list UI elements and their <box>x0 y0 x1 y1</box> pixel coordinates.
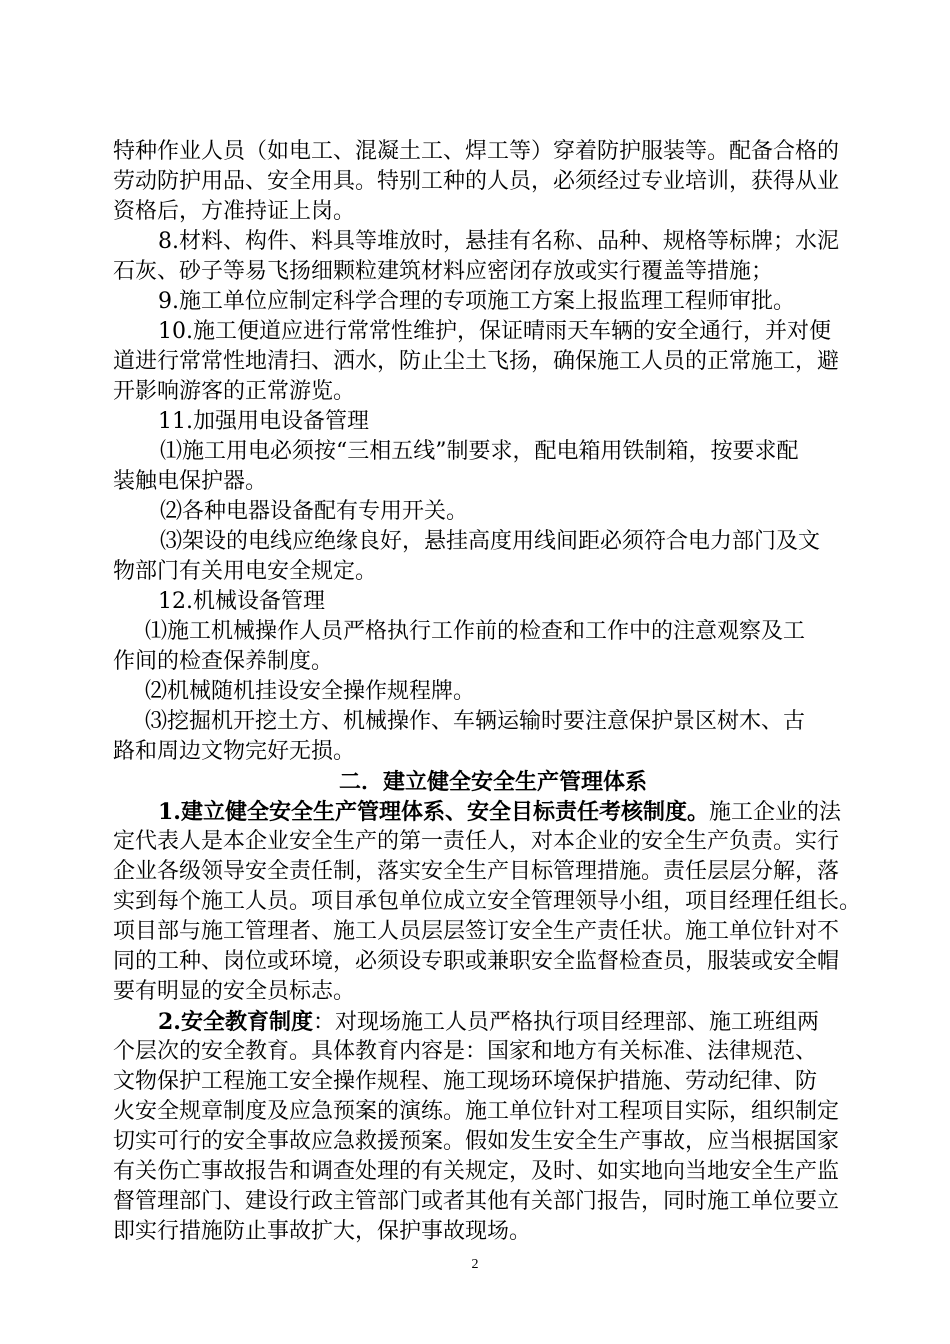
text-line: 物部门有关用电安全规定。 <box>113 559 378 584</box>
text-line: 文物保护工程施工安全操作规程、施工现场环境保护措施、劳动纪律、防 <box>113 1069 818 1094</box>
text-line: 9.施工单位应制定科学合理的专项施工方案上报监理工程师审批。 <box>158 289 795 314</box>
text-line: 即实行措施防止事故扩大，保护事故现场。 <box>113 1219 532 1244</box>
text-line: 切实可行的安全事故应急救援预案。假如发生安全生产事故，应当根据国家 <box>113 1129 840 1154</box>
text-line: 11.加强用电设备管理 <box>158 409 369 434</box>
paragraph-2-first-line <box>158 1007 918 1038</box>
text-line: 石灰、砂子等易飞扬细颗粒建筑材料应密闭存放或实行覆盖等措施； <box>113 259 774 284</box>
text-line: 开影响游客的正常游览。 <box>113 379 356 404</box>
text-line: ⑴施工机械操作人员严格执行工作前的检查和工作中的注意观察及工 <box>145 619 806 644</box>
text-line: 要有明显的安全员标志。 <box>113 979 356 1004</box>
text-line: 项目部与施工管理者、施工人员层层签订安全生产责任状。施工单位针对不 <box>113 919 840 944</box>
text-line: 个层次的安全教育。具体教育内容是：国家和地方有关标准、法律规范、 <box>113 1039 818 1064</box>
text-line: 督管理部门、建设行政主管部门或者其他有关部门报告，同时施工单位要立 <box>113 1189 840 1214</box>
text-line: ⑴施工用电必须按“三相五线”制要求，配电箱用铁制箱，按要求配 <box>160 439 799 464</box>
paragraph-1-first-line <box>158 797 918 828</box>
text-line: 12.机械设备管理 <box>158 589 325 614</box>
text-line: 道进行常常性地清扫、洒水，防止尘土飞扬，确保施工人员的正常施工，避 <box>113 349 840 374</box>
text-line: 劳动防护用品、安全用具。特别工种的人员，必须经过专业培训，获得从业 <box>113 169 840 194</box>
paragraph-2-first-rest: ：对现场施工人员严格执行项目经理部、施工班组两 <box>312 1010 819 1035</box>
text-line: 同的工种、岗位或环境，必须设专职或兼职安全监督检查员，服装或安全帽 <box>113 949 840 974</box>
section-title: 二．建立健全安全生产管理体系 <box>338 769 647 795</box>
text-line: 8.材料、构件、料具等堆放时，悬挂有名称、品种、规格等标牌；水泥 <box>158 229 839 254</box>
paragraph-1-lead: 1.建立健全安全生产管理体系、安全目标责任考核制度。 <box>158 799 709 825</box>
text-line: 实到每个施工人员。项目承包单位成立安全管理领导小组，项目经理任组长。 <box>113 889 862 914</box>
paragraph-2-lead: 2.安全教育制度 <box>158 1009 313 1035</box>
text-line: ⑵机械随机挂设安全操作规程牌。 <box>145 679 476 704</box>
text-line: 火安全规章制度及应急预案的演练。施工单位针对工程项目实际，组织制定 <box>113 1099 840 1124</box>
text-line: 装触电保护器。 <box>113 469 268 494</box>
text-line: ⑶架设的电线应绝缘良好，悬挂高度用线间距必须符合电力部门及文 <box>160 529 821 554</box>
paragraph-1-first-rest: 施工企业的法 <box>708 800 841 825</box>
text-line: 定代表人是本企业安全生产的第一责任人，对本企业的安全生产负责。实行 <box>113 829 840 854</box>
text-line: 作间的检查保养制度。 <box>113 649 334 674</box>
text-line: 企业各级领导安全责任制，落实安全生产目标管理措施。责任层层分解，落 <box>113 859 840 884</box>
text-line: 路和周边文物完好无损。 <box>113 739 356 764</box>
page-number: 2 <box>471 1257 479 1272</box>
text-line: 特种作业人员（如电工、混凝土工、焊工等）穿着防护服装等。配备合格的 <box>113 139 840 164</box>
text-line: ⑶挖掘机开挖土方、机械操作、车辆运输时要注意保护景区树木、古 <box>145 709 806 734</box>
text-line: 有关伤亡事故报告和调查处理的有关规定，及时、如实地向当地安全生产监 <box>113 1159 840 1184</box>
text-line: ⑵各种电器设备配有专用开关。 <box>160 499 469 524</box>
text-line: 资格后，方准持证上岗。 <box>113 199 356 224</box>
text-line: 10.施工便道应进行常常性维护，保证晴雨天车辆的安全通行，并对便 <box>158 319 831 344</box>
